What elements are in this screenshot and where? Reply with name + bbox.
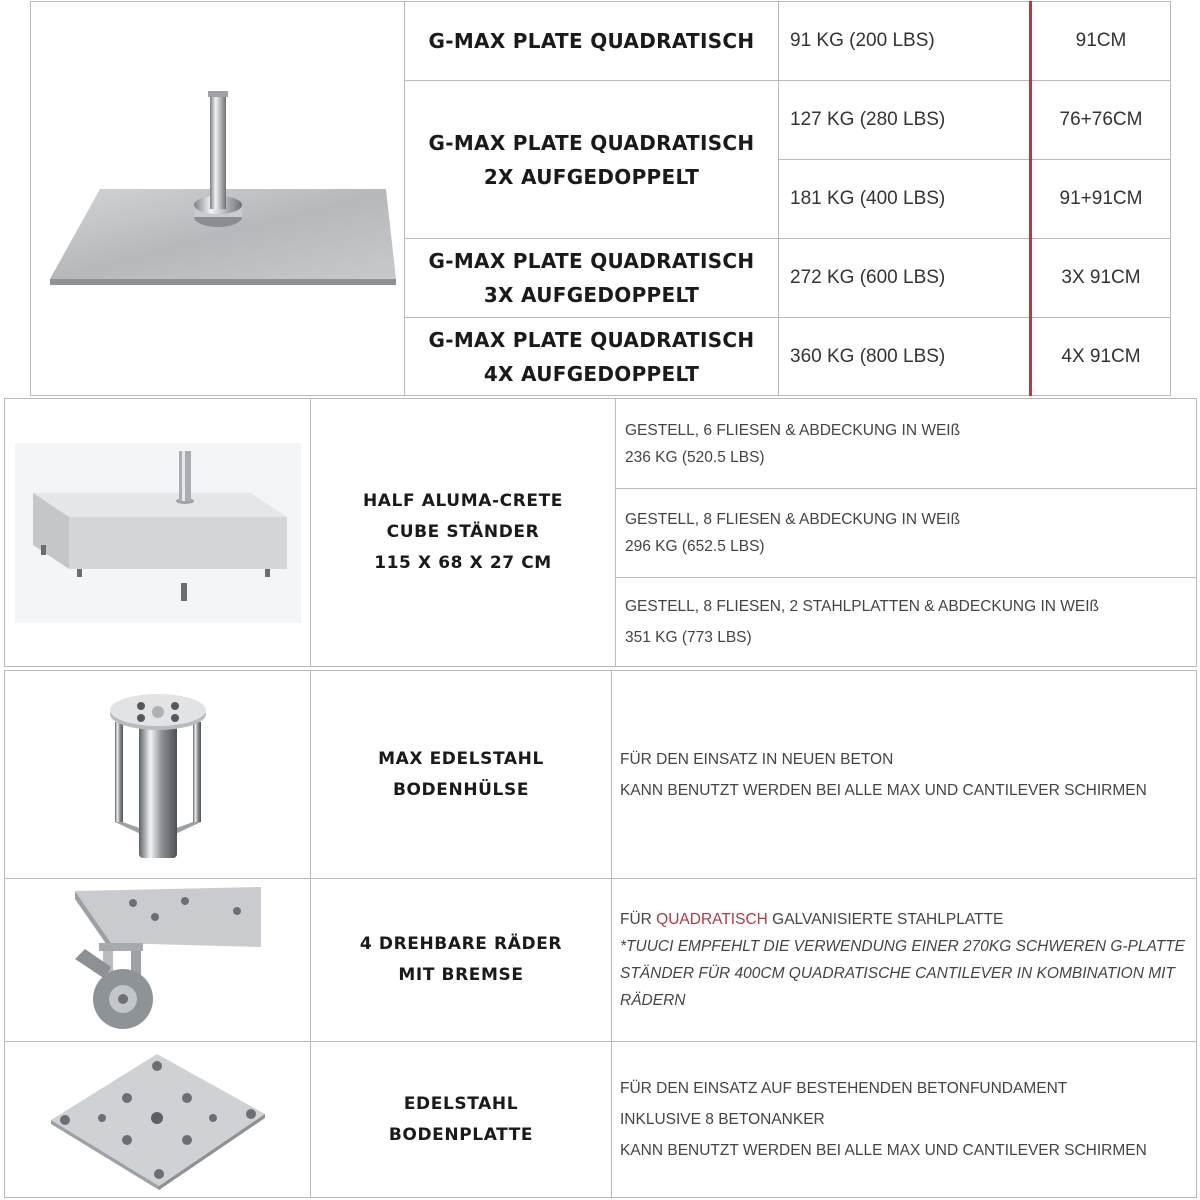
gmax-row-4-name: G-MAX PLATE QUADRATISCH 4X AUFGEDOPPELT (405, 318, 779, 396)
gmax-row-2b-weight: 181 KG (400 LBS) (779, 160, 1031, 239)
gmax-row-1-size: 91CM (1031, 2, 1171, 81)
gmax-row-3-size: 3X 91CM (1031, 239, 1171, 318)
square-plate-stand-icon (38, 89, 398, 309)
gmax-row-1-name: G-MAX PLATE QUADRATISCH (405, 2, 779, 81)
ground-sleeve-icon (103, 690, 213, 860)
cube-option-3: GESTELL, 8 FLIESEN, 2 STAHLPLATTEN & ABDECKUNG IN WEIß 351 KG (773 LBS) (616, 578, 1197, 667)
cube-option-1: GESTELL, 6 FLIESEN & ABDECKUNG IN WEIß 236 KG (520.5 LBS) (616, 399, 1197, 489)
gmax-plate-table (30, 1, 1171, 396)
baseplate-image (5, 1042, 311, 1198)
accessory-row-wheels (5, 879, 1197, 1042)
gmax-row-2b-size: 91+91CM (1031, 160, 1171, 239)
accent-word: QUADRATISCH (656, 911, 768, 928)
wheels-image (5, 879, 311, 1042)
baseplate-description: FÜR DEN EINSATZ AUF BESTEHENDEN BETONFUNDAMENT INKLUSIVE 8 BETONANKER KANN BENUTZT WERDEN BEI ALLE MAX UND CANTILEVER SCHIRMEN (612, 1042, 1197, 1198)
cube-stand-icon (15, 443, 301, 623)
gmax-row-3-name: G-MAX PLATE QUADRATISCH 3X AUFGEDOPPELT (405, 239, 779, 318)
gmax-row-2a-weight: 127 KG (280 LBS) (779, 81, 1031, 160)
cube-option-2: GESTELL, 8 FLIESEN & ABDECKUNG IN WEIß 296 KG (652.5 LBS) (616, 489, 1197, 578)
accessory-row-baseplate (5, 1042, 1197, 1198)
gmax-row-2a-size: 76+76CM (1031, 81, 1171, 160)
caster-wheel-icon (55, 887, 261, 1033)
accessories-table (4, 670, 1197, 1198)
gmax-row-3-weight: 272 KG (600 LBS) (779, 239, 1031, 318)
wheels-description: FÜR QUADRATISCH GALVANISIERTE STAHLPLATTE *TUUCI EMPFEHLT DIE VERWENDUNG EINER 270KG SCHWEREN G-PLATTE STÄNDER FÜR 400CM QUADRATISCHE CANTILEVER IN KOMBINATION MIT RÄDERN (612, 879, 1197, 1042)
gmax-row-4-weight: 360 KG (800 LBS) (779, 318, 1031, 396)
accessory-row-sleeve (5, 671, 1197, 879)
wheels-name: 4 DREHBARE RÄDER MIT BREMSE (311, 879, 612, 1042)
floor-plate-icon (47, 1050, 269, 1190)
sleeve-name: MAX EDELSTAHL BODENHÜLSE (311, 671, 612, 879)
gmax-row-4-size: 4X 91CM (1031, 318, 1171, 396)
gmax-row-2-name: G-MAX PLATE QUADRATISCH 2X AUFGEDOPPELT (405, 81, 779, 239)
sleeve-image (5, 671, 311, 879)
cube-stand-image (5, 399, 311, 667)
cube-stand-table (4, 398, 1197, 667)
sleeve-description: FÜR DEN EINSATZ IN NEUEN BETON KANN BENUTZT WERDEN BEI ALLE MAX UND CANTILEVER SCHIRMEN (612, 671, 1197, 879)
gmax-plate-image (31, 2, 405, 396)
gmax-row-1-weight: 91 KG (200 LBS) (779, 2, 1031, 81)
cube-stand-name: HALF ALUMA-CRETE CUBE STÄNDER 115 X 68 X 27 CM (311, 399, 616, 667)
baseplate-name: EDELSTAHL BODENPLATTE (311, 1042, 612, 1198)
